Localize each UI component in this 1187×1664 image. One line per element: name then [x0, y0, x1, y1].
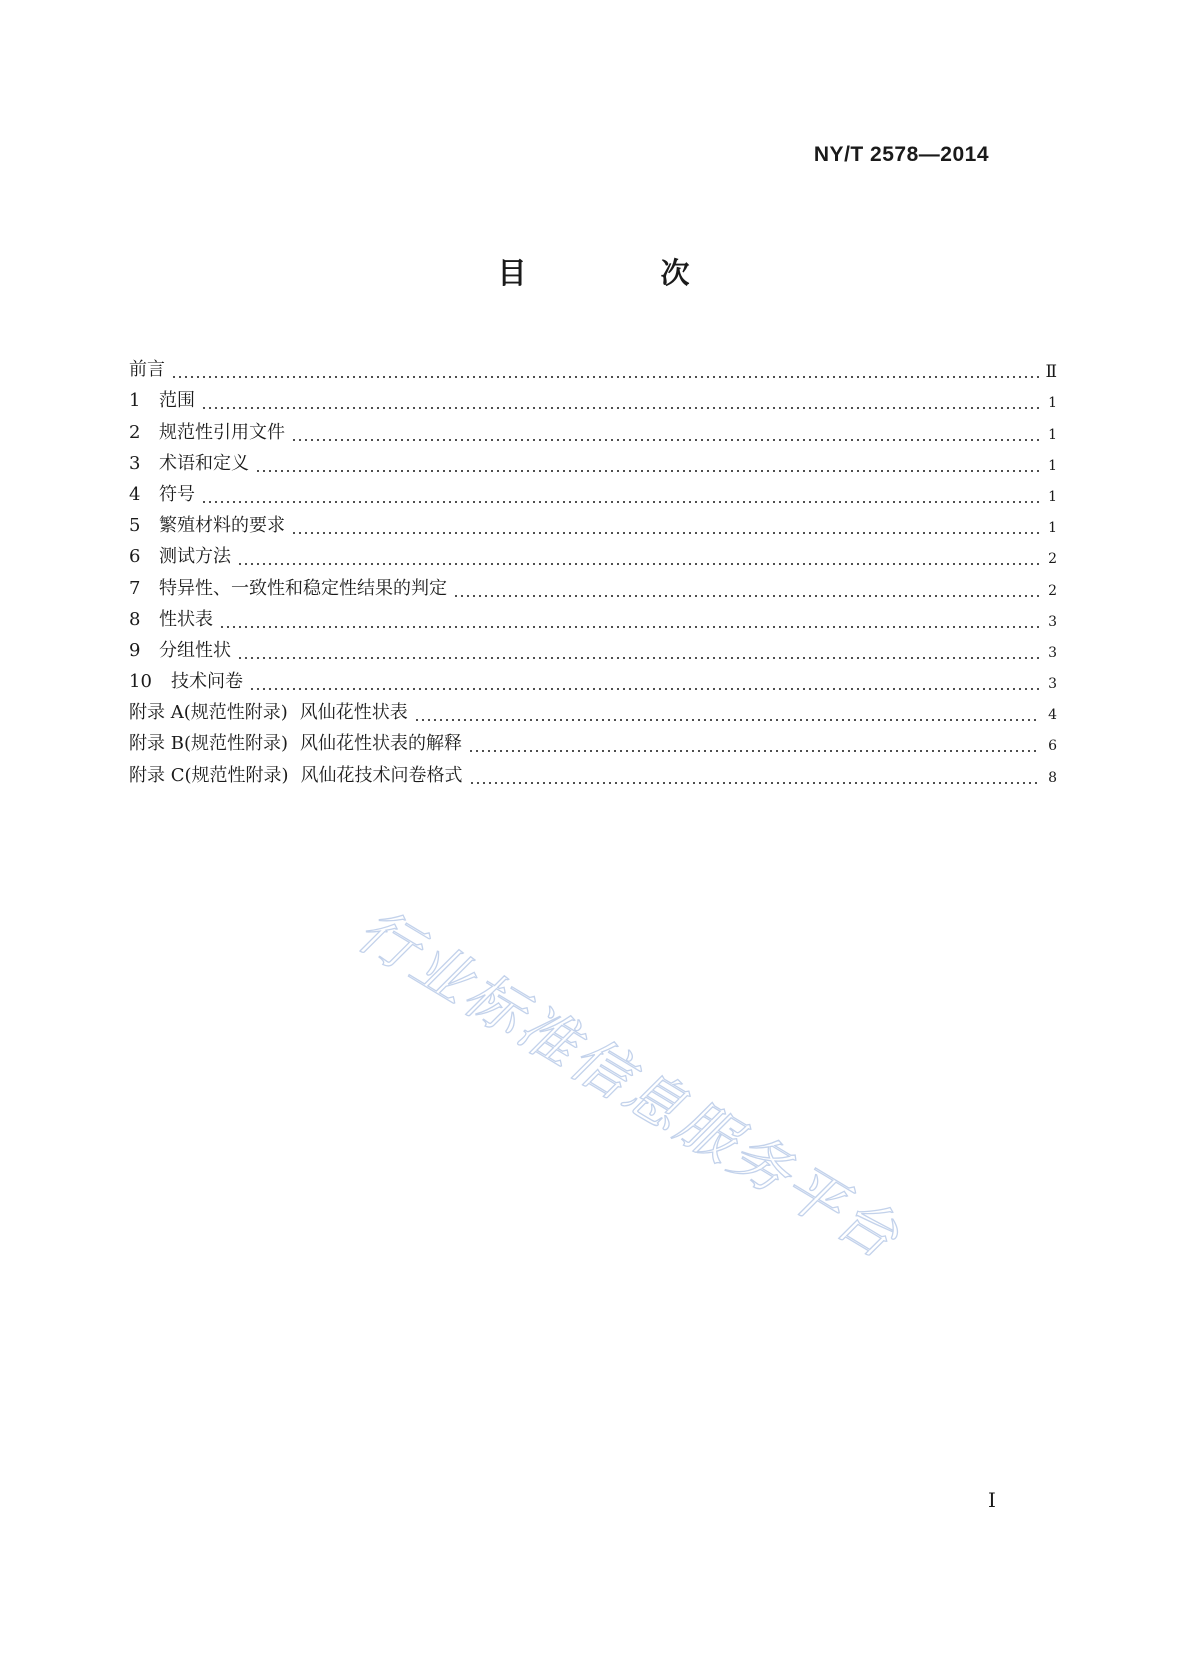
toc-leader-dots: [219, 609, 1039, 631]
toc-item-page: 1: [1048, 395, 1057, 412]
toc-item-label: 2 规范性引用文件: [129, 421, 285, 443]
toc-item-7[interactable]: [129, 568, 1057, 599]
toc-leader-dots: [255, 453, 1039, 475]
toc-item-number: 2: [129, 421, 141, 443]
toc-leader-dots: [453, 578, 1039, 600]
toc-leader-dots: [201, 390, 1039, 412]
toc-item-page: Ⅱ: [1045, 362, 1057, 383]
toc-item-annex-c[interactable]: [129, 755, 1057, 786]
watermark: 行业标准信息服务平台: [346, 895, 913, 1274]
toc-item-label: 附录 A(规范性附录) 风仙花性状表: [129, 702, 408, 724]
toc-leader-dots: [468, 733, 1039, 755]
toc-item-label: 4 符号: [129, 483, 195, 505]
toc-item-label: 8 性状表: [129, 608, 213, 630]
toc-item-label: 10 技术问卷: [129, 671, 243, 693]
toc-item-page: 3: [1048, 676, 1057, 693]
toc-item-4[interactable]: [129, 475, 1057, 506]
toc-item-number: 1: [129, 390, 141, 412]
toc-item-label: 附录 C(规范性附录) 风仙花技术问卷格式: [129, 764, 463, 786]
toc-item-label: 7 特异性、一致性和稳定性结果的判定: [129, 577, 447, 599]
toc-item-label: 前言: [129, 359, 165, 381]
toc-item-label: 9 分组性状: [129, 639, 231, 661]
toc-item-number: 6: [129, 546, 141, 568]
toc-item-5[interactable]: [129, 506, 1057, 537]
toc-item-label: 1 范围: [129, 390, 195, 412]
toc-item-number: 4: [129, 483, 141, 505]
toc-leader-dots: [237, 640, 1039, 662]
toc-item-page: 2: [1048, 551, 1057, 568]
toc-item-6[interactable]: [129, 537, 1057, 568]
toc-item-number: 5: [129, 515, 141, 537]
toc-item-number: 3: [129, 452, 141, 474]
toc-item-2[interactable]: [129, 412, 1057, 443]
toc-item-annex-b[interactable]: [129, 724, 1057, 755]
toc-item-label: 6 测试方法: [129, 546, 231, 568]
toc-item-foreword[interactable]: [129, 350, 1057, 381]
toc-item-page: 1: [1048, 426, 1057, 443]
standard-code: NY/T 2578—2014: [813, 143, 989, 166]
toc-item-label: 附录 B(规范性附录) 风仙花性状表的解释: [129, 733, 462, 755]
page-title: 目 次: [497, 256, 752, 290]
toc-leader-dots: [469, 765, 1039, 787]
toc-item-number: 10: [129, 671, 152, 693]
toc-item-label: 5 繁殖材料的要求: [129, 515, 285, 537]
page-number: I: [988, 1488, 996, 1512]
toc-item-page: 6: [1048, 738, 1057, 755]
toc-item-10[interactable]: [129, 662, 1057, 693]
toc-item-number: 7: [129, 577, 141, 599]
toc-item-number: 8: [129, 608, 141, 630]
toc-item-8[interactable]: [129, 600, 1057, 631]
toc-item-1[interactable]: [129, 381, 1057, 412]
toc-item-page: 1: [1048, 520, 1057, 537]
toc-item-page: 2: [1048, 582, 1057, 599]
toc-leader-dots: [291, 515, 1039, 537]
toc-item-annex-a[interactable]: [129, 693, 1057, 724]
toc-item-page: 4: [1048, 707, 1057, 724]
toc-item-page: 1: [1048, 457, 1057, 474]
toc-leader-dots: [171, 359, 1039, 381]
toc-leader-dots: [414, 702, 1039, 724]
table-of-contents: [129, 350, 1057, 787]
toc-item-3[interactable]: [129, 444, 1057, 475]
toc-item-page: 1: [1048, 488, 1057, 505]
toc-leader-dots: [249, 671, 1039, 693]
toc-item-page: 3: [1048, 613, 1057, 630]
toc-item-page: 8: [1048, 769, 1057, 786]
toc-leader-dots: [237, 546, 1039, 568]
toc-item-label: 3 术语和定义: [129, 452, 249, 474]
toc-item-page: 3: [1048, 644, 1057, 661]
toc-item-9[interactable]: [129, 631, 1057, 662]
toc-leader-dots: [291, 422, 1039, 444]
toc-item-number: 9: [129, 639, 141, 661]
toc-leader-dots: [201, 484, 1039, 506]
